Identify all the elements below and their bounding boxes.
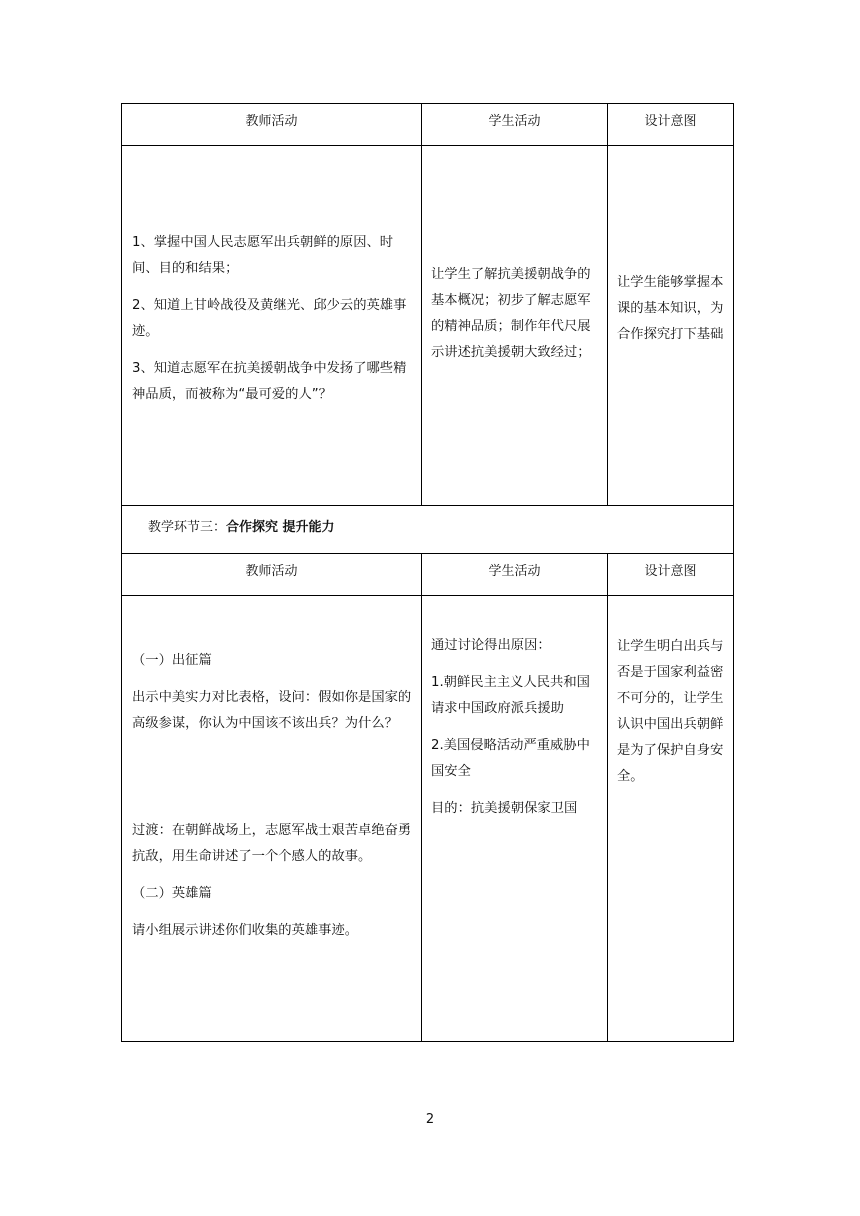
activity-text: 出示中美实力对比表格，设问：假如你是国家的高级参谋，你认为中国该不该出兵？为什么？ [132,690,412,731]
section-prefix: 教学环节三： [148,520,227,535]
header-teacher-activity-2: 教师活动 [122,554,422,596]
objectives-row [122,146,734,506]
activity-text: 过渡：在朝鲜战场上，志愿军战士艰苦卓绝奋勇抗敌，用生命讲述了一个个感人的故事。 [132,823,412,864]
activity-row [122,596,734,1042]
activity-heading: （一）出征篇 [132,653,212,668]
table-header-row [122,104,734,146]
objective-item: 1、掌握中国人民志愿军出兵朝鲜的原因、时间、目的和结果； [132,235,394,276]
student-item: 1.朝鲜民主主义人民共和国请求中国政府派兵援助 [431,675,590,716]
header-design-intent: 设计意图 [608,104,734,146]
objectives-student-cell: 让学生了解抗美援朝战争的基本概况；初步了解志愿军的精神品质；制作年代尺展示讲述抗美援朝大致经过； [422,146,608,506]
activity-text: 请小组展示讲述你们收集的英雄事迹。 [132,923,359,938]
objective-item: 3、知道志愿军在抗美援朝战争中发扬了哪些精神品质，而被称为“最可爱的人”？ [132,361,407,402]
page-number: 2 [425,1112,435,1127]
objectives-teacher-cell [122,146,422,506]
table-header-row-2 [122,554,734,596]
section-heading [122,506,734,554]
student-item: 通过讨论得出原因： [431,638,551,653]
header-student-activity: 学生活动 [422,104,608,146]
objective-item: 2、知道上甘岭战役及黄继光、邱少云的英雄事迹。 [132,298,407,339]
header-teacher-activity: 教师活动 [122,104,422,146]
section-title: 合作探究 提升能力 [226,520,335,535]
header-student-activity-2: 学生活动 [422,554,608,596]
activity-intent-cell: 让学生明白出兵与否是于国家利益密不可分的，让学生认识中国出兵朝鲜是为了保护自身安全。 [608,596,734,1042]
activity-teacher-cell [122,596,422,1042]
student-item: 2.美国侵略活动严重威胁中国安全 [431,738,590,779]
spacer [132,748,414,818]
activity-student-cell [422,596,608,1042]
header-design-intent-2: 设计意图 [608,554,734,596]
objectives-intent-cell: 让学生能够掌握本课的基本知识，为合作探究打下基础 [608,146,734,506]
lesson-plan-table [121,103,734,1042]
student-item: 目的：抗美援朝保家卫国 [431,801,578,816]
activity-heading: （二）英雄篇 [132,886,212,901]
section-heading-row [122,506,734,554]
